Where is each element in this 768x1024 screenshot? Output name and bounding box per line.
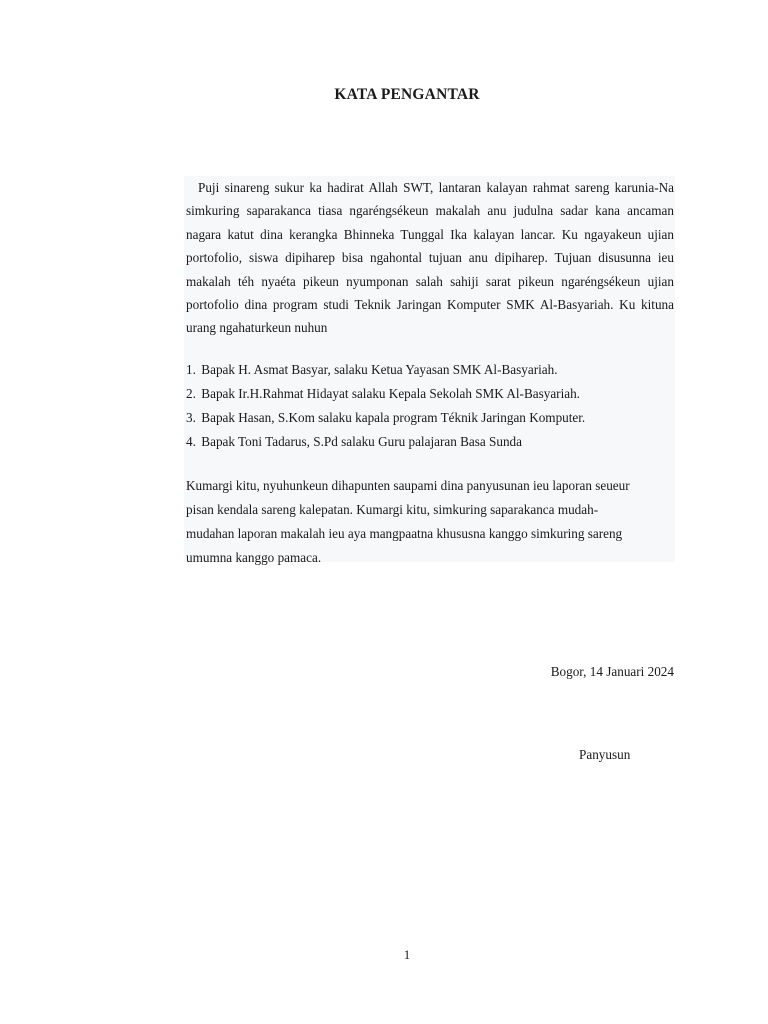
- page-number: 1: [403, 947, 411, 962]
- list-item: [186, 406, 674, 430]
- list-item-number: 1.: [186, 362, 196, 377]
- list-item-number: 3.: [186, 410, 196, 425]
- list-item-number: 4.: [186, 434, 196, 449]
- list-item-text: Bapak Toni Tadarus, S.Pd salaku Guru palajaran Basa Sunda: [201, 434, 522, 449]
- intro-paragraph: [186, 176, 674, 340]
- page-title: KATA PENGANTAR: [334, 86, 480, 103]
- closing-paragraph: Kumargi kitu, nyuhunkeun dihapunten saupami dina panyusunan ieu laporan seueur pisan kendala sareng kalepatan. Kumargi kitu, simkuring saparakanca mudah-mudahan laporan makalah ieu aya mangpaatna khususna kanggo simkuring sareng umumna kanggo pamaca.: [186, 478, 630, 565]
- list-item: [186, 358, 674, 382]
- list-item-text: Bapak Ir.H.Rahmat Hidayat salaku Kepala Sekolah SMK Al-Basyariah.: [201, 386, 580, 401]
- intro-paragraph-text: Puji sinareng sukur ka hadirat Allah SWT, lantaran kalayan rahmat sareng karunia-Na simkuring saparakanca tiasa ngaréngsékeun makalah anu judulna sadar kana ancaman nagara katut dina kerangka Bhinneka Tunggal Ika kalayan lancar. Ku ngayakeun ujian portofolio, siswa dipiharep bisa ngahontal tujuan anu dipiharep. Tujuan disusunna ieu makalah téh nyaéta pikeun nyumponan salah sahiji sarat pikeun ngaréngsékeun ujian portofolio dina program studi Teknik Jaringan Komputer SMK Al-Basyariah. Ku kituna urang ngahaturkeun nuhun: [186, 180, 674, 336]
- author-signature-label: Panyusun: [579, 747, 631, 762]
- list-item-text: Bapak H. Asmat Basyar, salaku Ketua Yayasan SMK Al-Basyariah.: [201, 362, 558, 377]
- list-item: [186, 430, 674, 454]
- acknowledgement-list: [186, 358, 674, 454]
- place-date: Bogor, 14 Januari 2024: [550, 664, 674, 679]
- list-item-number: 2.: [186, 386, 196, 401]
- list-item: [186, 382, 674, 406]
- list-item-text: Bapak Hasan, S.Kom salaku kapala program Téknik Jaringan Komputer.: [201, 410, 586, 425]
